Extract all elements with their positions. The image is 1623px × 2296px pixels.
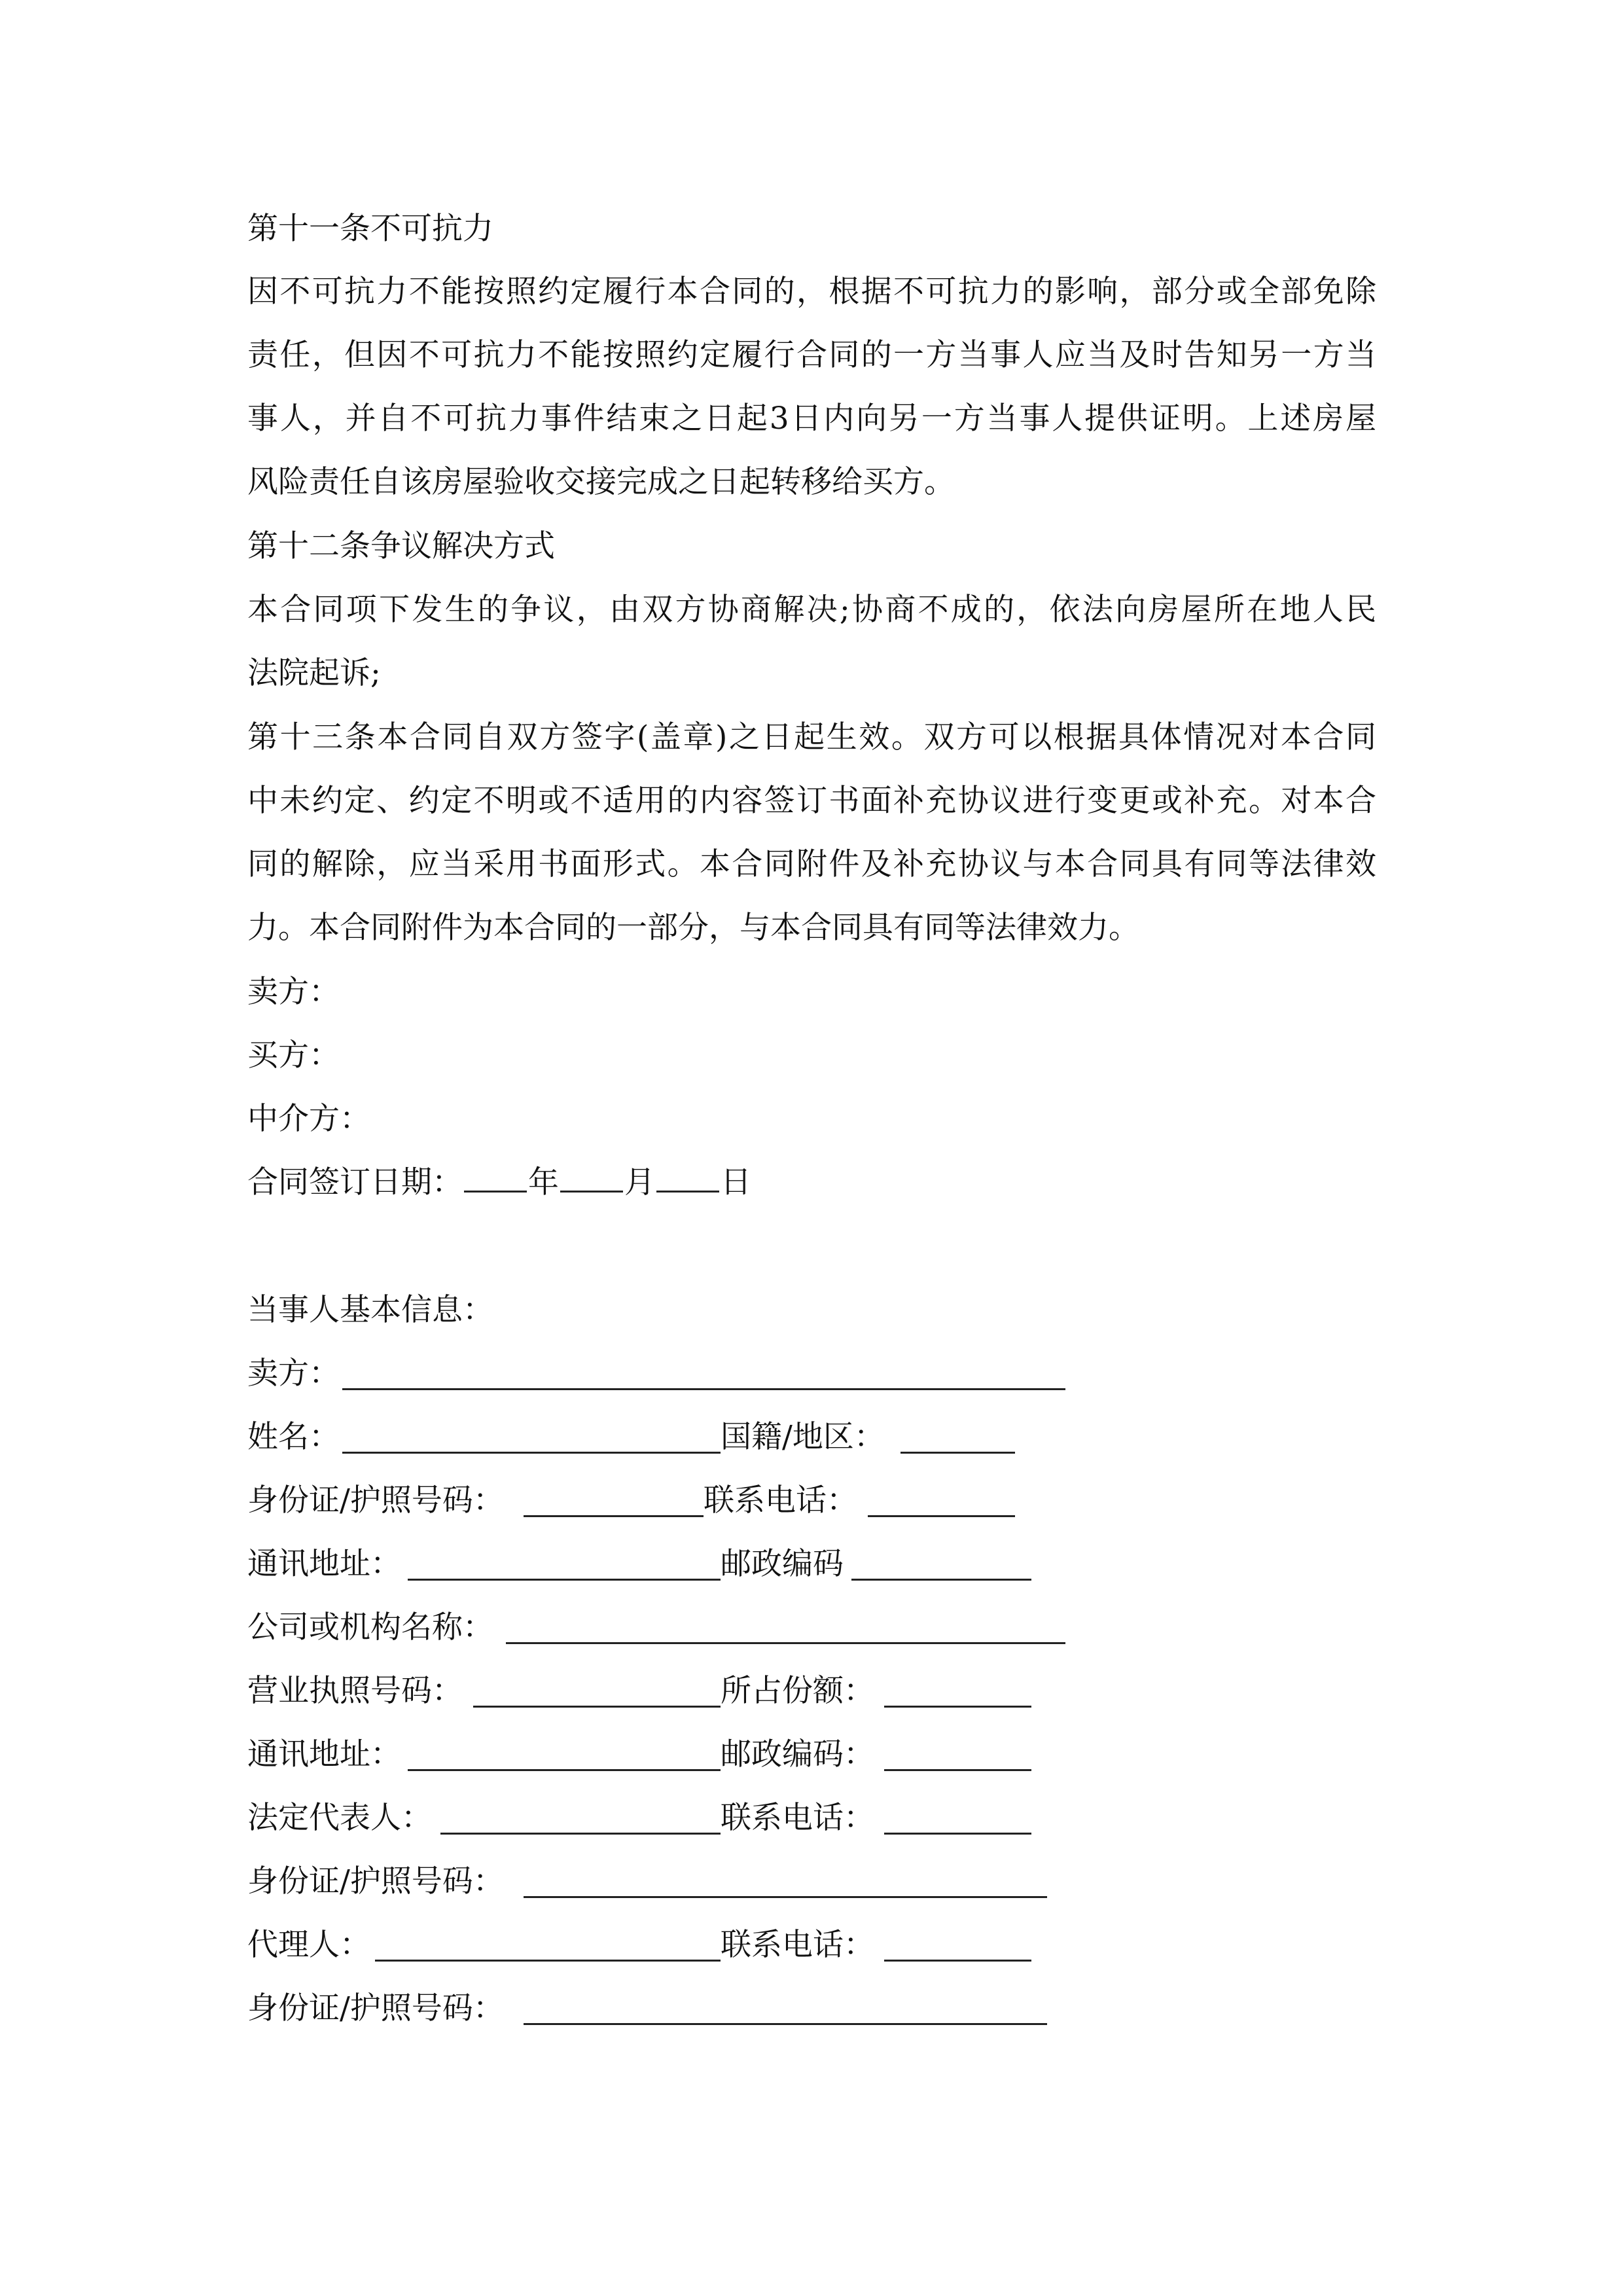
agent-signature-label: 中介方： xyxy=(247,1101,370,1137)
year-label: 年 xyxy=(528,1164,559,1200)
day-blank[interactable] xyxy=(656,1164,719,1193)
legal-rep-phone-label: 联系电话： xyxy=(721,1800,874,1836)
article-13-text-line: 同的解除，应当采用书面形式。本合同附件及补充协议与本合同具有同等法律效 xyxy=(247,846,1376,882)
license-label: 营业执照号码： xyxy=(247,1673,463,1709)
nationality-label: 国籍/地区： xyxy=(721,1419,885,1455)
legal-rep-label: 法定代表人： xyxy=(247,1800,432,1836)
phone-label: 联系电话： xyxy=(704,1482,857,1518)
company-blank[interactable] xyxy=(506,1642,1065,1644)
article-13-text-line: 第十三条本合同自双方签字(盖章)之日起生效。双方可以根据具体情况对本合同 xyxy=(247,719,1376,755)
article-11-text-line: 因不可抗力不能按照约定履行本合同的，根据不可抗力的影响，部分或全部免除 xyxy=(247,274,1376,310)
article-11-text-line: 责任，但因不可抗力不能按照约定履行合同的一方当事人应当及时告知另一方当 xyxy=(247,337,1376,373)
proxy-phone-label: 联系电话： xyxy=(721,1927,874,1963)
article-11-text-line: 事人，并自不可抗力事件结束之日起3日内向另一方当事人提供证明。上述房屋 xyxy=(247,401,1376,437)
nationality-blank[interactable] xyxy=(901,1452,1015,1454)
phone-blank[interactable] xyxy=(868,1515,1015,1517)
address-blank[interactable] xyxy=(408,1579,721,1581)
company-address-blank[interactable] xyxy=(408,1769,721,1771)
buyer-signature-label: 买方： xyxy=(247,1037,340,1073)
article-12-title: 第十二条争议解决方式 xyxy=(247,528,555,564)
month-blank[interactable] xyxy=(560,1164,623,1193)
day-label: 日 xyxy=(721,1164,751,1200)
name-row xyxy=(247,1418,885,1457)
month-label: 月 xyxy=(624,1164,655,1200)
article-12-text-line: 法院起诉; xyxy=(247,655,381,691)
proxy-phone-blank[interactable] xyxy=(884,1960,1031,1962)
id-row xyxy=(247,1481,857,1520)
legal-rep-phone-blank[interactable] xyxy=(884,1833,1031,1835)
id-number-blank[interactable] xyxy=(524,1515,704,1517)
postcode-label: 邮政编码 xyxy=(721,1546,844,1582)
seller-signature-label: 卖方： xyxy=(247,974,340,1010)
article-11-title: 第十一条不可抗力 xyxy=(247,211,493,247)
proxy-id-label: 身份证/护照号码： xyxy=(247,1990,504,2026)
seller-row xyxy=(247,1354,340,1393)
proxy-id-row xyxy=(247,1989,504,2028)
company-postcode-label: 邮政编码： xyxy=(721,1736,874,1772)
party-info-heading: 当事人基本信息： xyxy=(247,1292,493,1328)
seller-blank[interactable] xyxy=(342,1388,1065,1390)
id-number-label: 身份证/护照号码： xyxy=(247,1482,504,1518)
company-address-label: 通讯地址： xyxy=(247,1736,401,1772)
article-12-text-line: 本合同项下发生的争议，由双方协商解决;协商不成的，依法向房屋所在地人民 xyxy=(247,592,1376,628)
proxy-row xyxy=(247,1926,874,1965)
company-row xyxy=(247,1608,493,1647)
legal-rep-row xyxy=(247,1799,874,1838)
postcode-blank[interactable] xyxy=(851,1579,1031,1581)
name-label: 姓名： xyxy=(247,1419,340,1455)
proxy-blank[interactable] xyxy=(375,1960,721,1962)
legal-rep-id-label: 身份证/护照号码： xyxy=(247,1863,504,1899)
share-blank[interactable] xyxy=(884,1706,1031,1708)
signing-date xyxy=(247,1163,751,1202)
article-13-text-line: 中未约定、约定不明或不适用的内容签订书面补充协议进行变更或补充。对本合 xyxy=(247,783,1376,819)
legal-rep-id-row xyxy=(247,1862,504,1901)
article-13-text-line: 力。本合同附件为本合同的一部分，与本合同具有同等法律效力。 xyxy=(247,910,1139,946)
license-blank[interactable] xyxy=(473,1706,721,1708)
license-row xyxy=(247,1672,874,1711)
address-row xyxy=(247,1545,844,1584)
proxy-id-blank[interactable] xyxy=(524,2023,1047,2025)
company-postcode-blank[interactable] xyxy=(884,1769,1031,1771)
name-blank[interactable] xyxy=(342,1452,721,1454)
address-label: 通讯地址： xyxy=(247,1546,401,1582)
article-11-text-line: 风险责任自该房屋验收交接完成之日起转移给买方。 xyxy=(247,464,955,500)
legal-rep-id-blank[interactable] xyxy=(524,1896,1047,1898)
year-blank[interactable] xyxy=(464,1164,527,1193)
seller-label: 卖方： xyxy=(247,1355,340,1391)
share-label: 所占份额： xyxy=(721,1673,874,1709)
company-address-row xyxy=(247,1735,874,1774)
proxy-label: 代理人： xyxy=(247,1927,370,1963)
company-label: 公司或机构名称： xyxy=(247,1609,493,1645)
signing-date-label: 合同签订日期： xyxy=(247,1164,463,1200)
legal-rep-blank[interactable] xyxy=(440,1833,721,1835)
